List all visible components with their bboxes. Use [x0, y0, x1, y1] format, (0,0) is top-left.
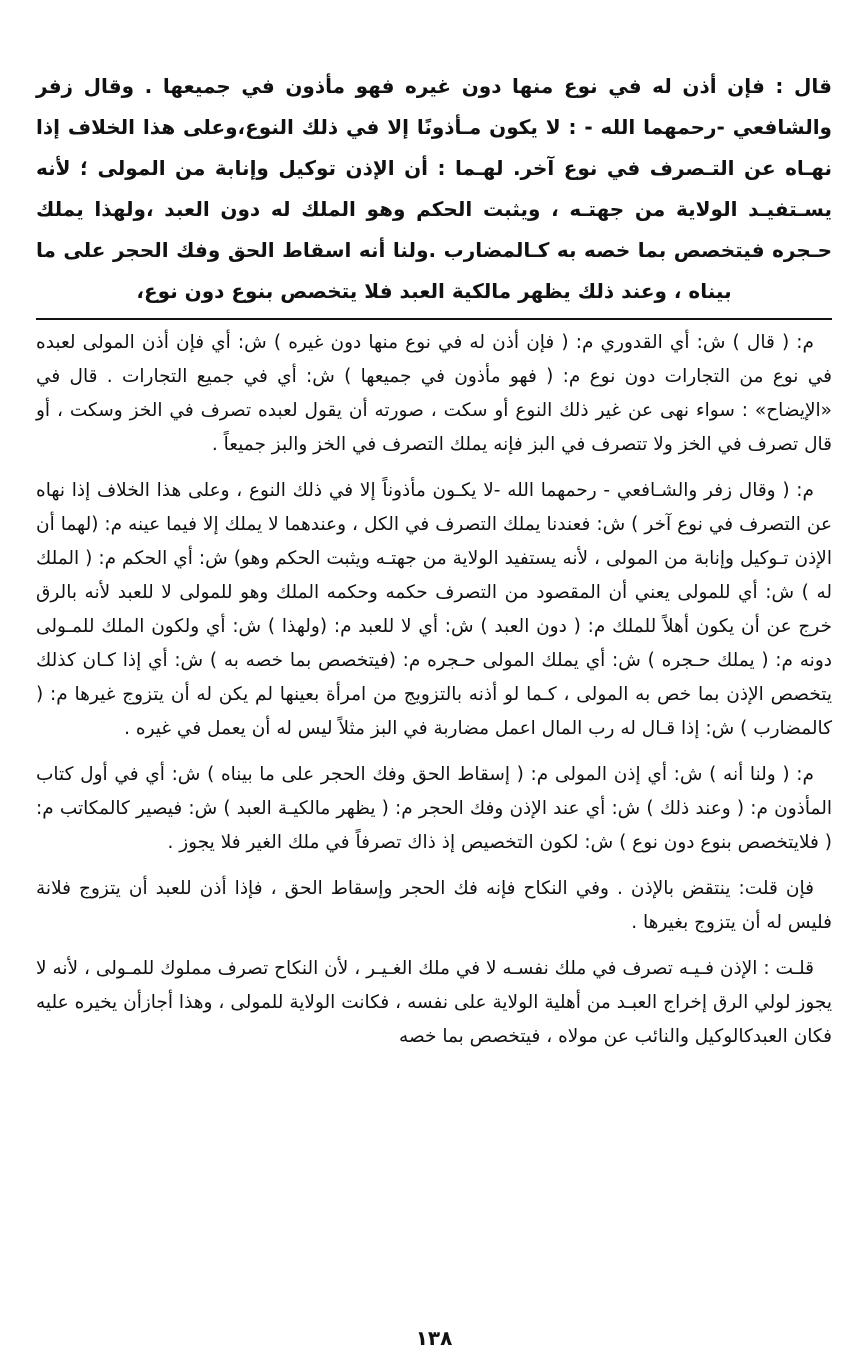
commentary-paragraph: فإن قلت: ينتقض بالإذن . وفي النكاح فإنه فك الحجر وإسقاط الحق ، فإذا أذن للعبد أن يتزوج فلانة فليس له أن يتزوج بغيرها .	[36, 878, 832, 933]
commentary-block	[36, 326, 832, 1066]
commentary-paragraph: قلـت : الإذن فـيـه تصرف في ملك نفسـه لا في ملك الغـيـر ، لأن النكاح تصرف مملوك للمـولى ، لأنه لا يجوز لولي الرق إخراج العبـد من أهلية الولاية على نفسه ، فكانت الولاية للمولى ، وهذا أجازأن يخيره عليه فكان العبدكالوكيل والنائب عن مولاه ، فيتخصص بما خصه	[36, 958, 832, 1047]
main-text-paragraph: قال : فإن أذن له في نوع منها دون غيره فهو مأذون في جميعها . وقال زفر والشافعي -رحمهما الله - : لا يكون مـأذونًا إلا في ذلك النوع،وعلى هذا الخلاف إذا نهـاه عن التـصرف في نوع آخر. لهـما : أن الإذن توكيل وإنابة من المولى ؛ لأنه يسـتفيـد الولاية من جهتـه ، ويثبت الحكم وهو الملك له دون العبد ،ولهذا يملك حـجره فيتخصص بما خصه به كـالمضارب .ولنا أنه اسقاط الحق وفك الحجر على ما بيناه ، وعند ذلك يظهر مالكية العبد فلا يتخصص بنوع دون نوع،	[36, 74, 832, 303]
section-divider	[36, 318, 832, 320]
commentary-paragraph: م: ( ولنا أنه ) ش: أي إذن المولى م: ( إسقاط الحق وفك الحجر على ما بيناه ) ش: أي في أول كتاب المأذون م: ( وعند ذلك ) ش: أي عند الإذن وفك الحجر م: ( يظهر مالكيـة العبد ) ش: فيصير كالمكاتب م: ( فلايتخصص بنوع دون نوع ) ش: لكون التخصيص إذ ذاك تصرفاً في ملك الغير فلا يجوز .	[36, 764, 832, 853]
commentary-paragraph: م: ( قال ) ش: أي القدوري م: ( فإن أذن له في نوع منها دون غيره ) ش: أي فإن أذن المولى لعبده في نوع من التجارات دون نوع م: ( فهو مأذون في جميعها ) ش: أي في جميع التجارات . قال في «الإيضاح» : سواء نهى عن غير ذلك النوع أو سكت ، صورته أن يقول لعبده تصرف في الخز وسكت ، أو قال تصرف في الخز ولا تتصرف في البز فإنه يملك التصرف في الخز والبز جميعاً .	[36, 332, 832, 455]
commentary-paragraph: م: ( وقال زفر والشـافعي - رحمهما الله -لا يكـون مأذوناً إلا في ذلك النوع ، وعلى هذا الخلاف إذا نهاه عن التصرف في نوع آخر ) ش: فعندنا يملك التصرف في الكل ، وعندهما لا يملك إلا فيما عينه م: (لهما أن الإذن تـوكيل وإنابة من المولى ، لأنه يستفيد الولاية من جهتـه ويثبت الحكم وهو) ش: أي الحكم م: ( الملك له ) ش: أي للمولى يعني أن المقصود من التصرف حكمه وحكمه الملك وهو للمولى لا للعبد لأنه بالرق خرج عن أن يكون أهلاً للملك م: ( دون العبد ) ش: أي لا للعبد م: (ولهذا ) ش: أي ولكون الملك للمـولى دونه م: ( يملك حـجره ) ش: أي يملك المولى حـجره م: (فيتخصص بما خصه به ) ش: أي إذا كـان كذلك يتخصص الإذن بما خص به المولى ، كـما لو أذنه بالتزويج من امرأة بعينها لم يكن له أن يتزوج غيرها م: ( كالمضارب ) ش: إذا قـال له رب المال اعمل مضاربة في البز مثلاً ليس له أن يعمل في غيره .	[36, 480, 832, 739]
page-number: ١٣٨	[415, 1326, 453, 1350]
main-text-block	[36, 66, 832, 312]
